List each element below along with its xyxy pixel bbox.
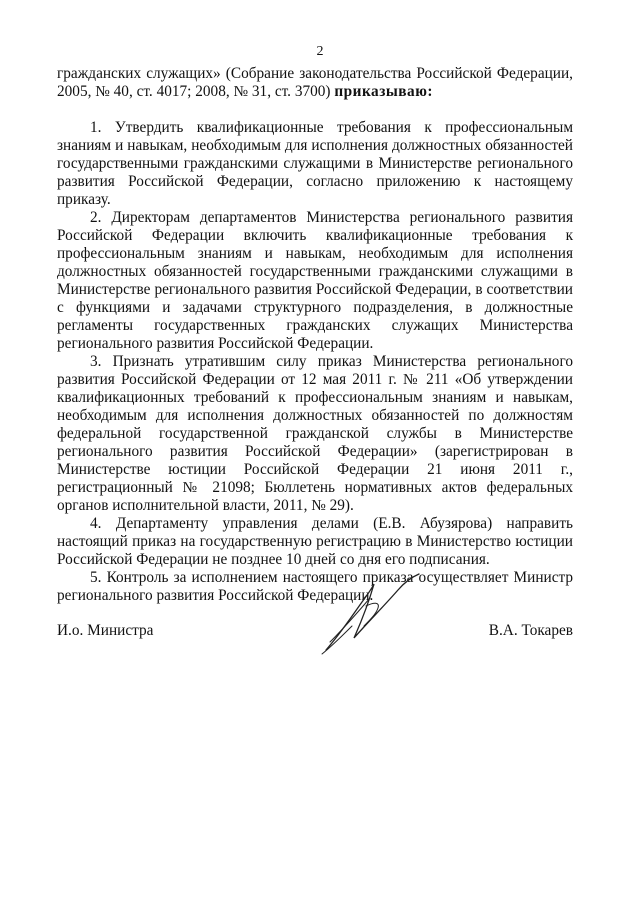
- intro-text: гражданских служащих» (Собрание законодательства Российской Федерации, 2005, № 40, ст. 4017; 2008, № 31, ст. 3700): [57, 65, 573, 100]
- signatory-name: В.А. Токарев: [488, 622, 573, 639]
- order-item-4: 4. Департаменту управления делами (Е.В. Абузярова) направить настоящий приказ на государственную регистрацию в Министерство юстиции Российской Федерации не позднее 10 дней со дня его подписания.: [57, 515, 573, 568]
- document-body: [57, 65, 573, 605]
- signatory-position: И.о. Министра: [57, 622, 154, 639]
- intro-paragraph: [57, 65, 573, 101]
- order-item-3: 3. Признать утратившим силу приказ Министерства регионального развития Российской Федерации от 12 мая 2011 г. № 211 «Об утверждении квалификационных требований к профессиональным знаниям и навыкам, необходимым для исполнения должностных обязанностей по должностям федеральной государственной гражданской службы в Министерстве регионального развития Российской Федерации» (зарегистрирован в Министерстве юстиции Российской Федерации 21 июня 2011 г., регистрационный № 21098; Бюллетень нормативных актов федеральных органов исполнительной власти, 2011, № 29).: [57, 353, 573, 514]
- order-item-2: 2. Директорам департаментов Министерства регионального развития Российской Федерации включить квалификационные требования к профессиональным знаниям и навыкам, необходимым для исполнения должностных обязанностей государственными гражданскими служащими в Министерстве регионального развития Российской Федерации, в соответствии с функциями и задачами структурного подразделения, в должностные регламенты государственных гражданских служащих Министерства регионального развития Российской Федерации.: [57, 209, 573, 352]
- order-item-1: 1. Утвердить квалификационные требования к профессиональным знаниям и навыкам, необходимым для исполнения должностных обязанностей государственными гражданскими служащими в Министерстве регионального развития Российской Федерации, согласно приложению к настоящему приказу.: [57, 119, 573, 208]
- order-word: приказываю:: [334, 83, 433, 100]
- order-item-5: 5. Контроль за исполнением настоящего приказа осуществляет Министр регионального развития Российской Федерации.: [57, 569, 573, 604]
- page-number: 2: [316, 44, 324, 59]
- handwritten-signature: [318, 572, 423, 657]
